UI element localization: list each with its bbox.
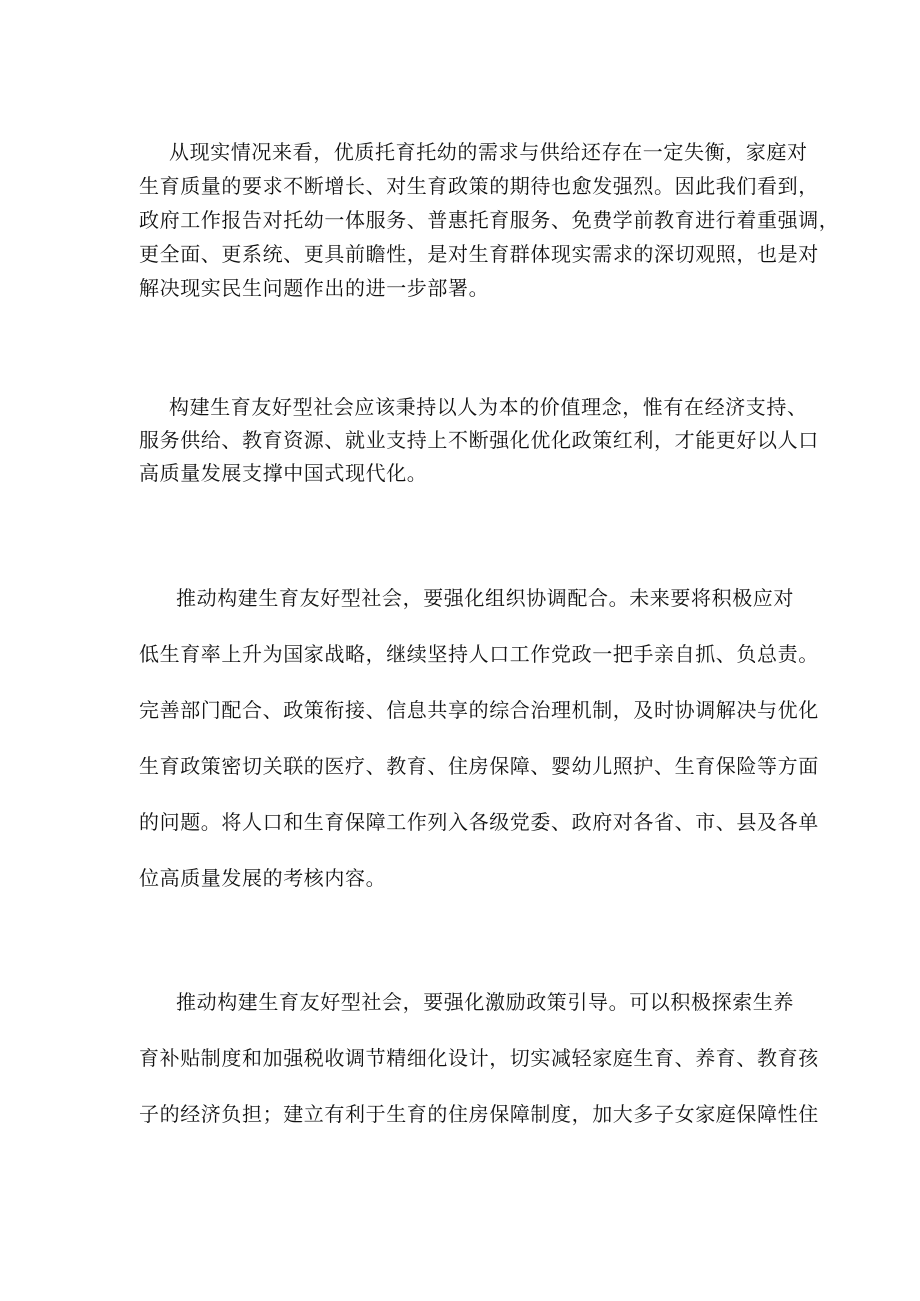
paragraph-line: 生育质量的要求不断增长、对生育政策的期待也愈发强烈。因此我们看到， — [139, 174, 819, 198]
paragraph-line: 推动构建生育友好型社会，要强化组织协调配合。未来要将积极应对 — [176, 586, 794, 610]
paragraph-line: 高质量发展支撑中国式现代化。 — [139, 461, 428, 485]
paragraph-2 — [139, 391, 819, 490]
paragraph-4 — [139, 974, 819, 1142]
paragraph-3 — [139, 570, 819, 906]
paragraph-line: 从现实情况来看，优质托育托幼的需求与供给还存在一定失衡，家庭对 — [169, 140, 808, 164]
paragraph-line: 解决现实民生问题作出的进一步部署。 — [139, 276, 490, 300]
paragraph-line: 的问题。将人口和生育保障工作列入各级党委、政府对各省、市、县及各单 — [139, 810, 819, 834]
paragraph-line: 育补贴制度和加强税收调节精细化设计，切实减轻家庭生育、养育、教育孩 — [139, 1046, 819, 1070]
paragraph-line: 构建生育友好型社会应该秉持以人为本的价值理念，惟有在经济支持、 — [169, 395, 808, 419]
paragraph-line: 服务供给、教育资源、就业支持上不断强化优化政策红利，才能更好以人口 — [139, 428, 819, 452]
paragraph-line: 更全面、更系统、更具前瞻性，是对生育群体现实需求的深切观照，也是对 — [139, 242, 819, 266]
paragraph-line: 子的经济负担；建立有利于生育的住房保障制度，加大多子女家庭保障性住 — [139, 1102, 819, 1126]
paragraph-line: 政府工作报告对托幼一体服务、普惠托育服务、免费学前教育进行着重强调， — [139, 208, 840, 232]
paragraph-1 — [139, 135, 840, 305]
paragraph-line: 位高质量发展的考核内容。 — [139, 866, 387, 890]
paragraph-line: 生育政策密切关联的医疗、教育、住房保障、婴幼儿照护、生育保险等方面 — [139, 754, 819, 778]
paragraph-line: 完善部门配合、政策衔接、信息共享的综合治理机制，及时协调解决与优化 — [139, 698, 819, 722]
paragraph-line: 低生育率上升为国家战略，继续坚持人口工作党政一把手亲自抓、负总责。 — [139, 642, 819, 666]
paragraph-line: 推动构建生育友好型社会，要强化激励政策引导。可以积极探索生养 — [176, 990, 794, 1014]
